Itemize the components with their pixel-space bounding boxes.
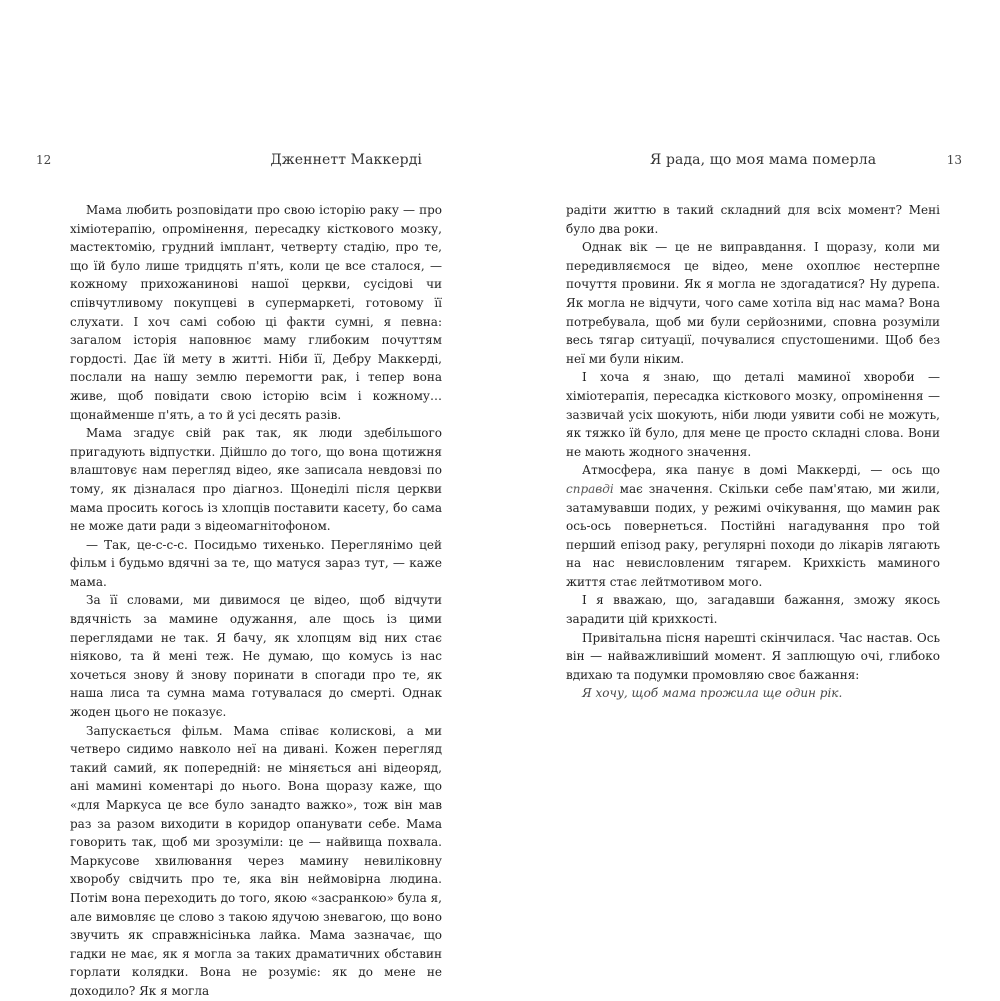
right-page — [500, 0, 1000, 1000]
paragraph: Запускається фільм. Мама співає колискові, а ми четверо сидимо навколо неї на дивані. Кожен перегляд такий самий, як попередній: не міняється ані відеоряд, ані мамині коментарі до нього. Вона щоразу каже, що «для Маркуса це все було занадто важко», тож він мав раз за разом виходити в коридор опанувати себе. Мама говорить так, щоб ми зрозуміли: це — найвища похвала. Маркусове хвилювання через мамину невиліковну хворобу свідчить про те, яка він неймовірна людина. Потім вона переходить до того, якою «засранкою» була я, але вимовляє це слово з такою ядучою зневагою, що воно звучить як справжнісінька лайка. Мама зазначає, що гадки не має, як я могла за таких драматичних обставин горлати колядки. Вона не розуміє: як до мене не доходило? Як я могла — [70, 723, 442, 998]
paragraph — [566, 461, 940, 591]
emphasis-text: справді — [566, 481, 614, 496]
paragraph: За її словами, ми дивимося це відео, щоб відчути вдячність за мамине одужання, але щось із цими переглядами не так. Я бачу, як хлопцям від них стає ніяково, та й мені теж. Не думаю, що комусь із нас хочеться знову й знову поринати в спогади про те, як наша лиса та сумна мама готувалася до смерті. Однак жоден цього не показує. — [70, 593, 442, 720]
right-page-header — [650, 152, 962, 172]
paragraph: Мама згадує свій рак так, як люди здебільшого пригадують відпустки. Дійшло до того, що вона щотижня влаштовує нам перегляд відео, яке записала невдовзі по тому, як дізналася про діагноз. Щонеділі після церкви мама просить когось із хлопців поставити касету, бо сама не може дати ради з відеомагнітофоном. — [70, 426, 442, 534]
paragraph: Однак вік — це не виправдання. І щоразу, коли ми передивляємося це відео, мене охоплює нестерпне почуття провини. Як я могла не здогадатися? Ну дурепа. Як могла не відчути, чого саме хотіла від нас мама? Вона потребувала, щоб ми були серйозними, сповна розуміли весь тягар ситуації, почувалися спустошеними. Щоб без неї ми були ніким. — [566, 240, 940, 366]
paragraph-text: має значення. Скільки себе пам'ятаю, ми жили, затамувавши подих, у режимі очікування, що мамин рак ось-ось повернеться. Постійні нагадування про той перший епізод раку, регулярні походи до лікарів лягають на нас невисловленим тягарем. Крихкість маминого життя стає лейтмотивом мого. — [566, 481, 940, 589]
left-page-header — [36, 152, 422, 172]
running-title-author: Дженнетт Маккерді — [270, 152, 422, 168]
running-title-book: Я рада, що моя мама померла — [650, 152, 877, 168]
paragraph-text: Атмосфера, яка панує в домі Маккерді, — ось що — [582, 463, 940, 478]
italic-wish-line: Я хочу, щоб мама прожила ще один рік. — [582, 686, 843, 701]
page-number-right: 13 — [946, 153, 962, 167]
paragraph: І хоча я знаю, що деталі маминої хвороби — хіміотерапія, пересадка кісткового мозку, опромінення — зазвичай усіх шокують, ніби люди уявити собі не можуть, як тяжко їй було, для мене це просто складні слова. Вони не мають жодного значення. — [566, 370, 940, 459]
paragraph: І я вважаю, що, загадавши бажання, зможу якось зарадити цій крихкості. — [566, 593, 940, 627]
left-page — [0, 0, 500, 1000]
right-page-body — [566, 201, 940, 703]
paragraph: Привітальна пісня нарешті скінчилася. Час настав. Ось він — найважливіший момент. Я заплющую очі, глибоко вдихаю та подумки промовляю своє бажання: — [566, 630, 940, 682]
paragraph: Мама любить розповідати про свою історію раку — про хіміотерапію, опромінення, пересадку кісткового мозку, мастектомію, грудний імплант, четверту стадію, про те, що їй було лише тридцять п'ять, коли це все сталося, — кожному прихожанинові нашої церкви, сусідові чи співчутливому покупцеві в супермаркеті, готовому її слухати. І хоч самі собою ці факти сумні, я певна: загалом історія наповнює маму глибоким почуттям гордості. Дає їй мету в житті. Ніби її, Дебру Маккерді, послали на нашу землю перемогти рак, і тепер вона живе, щоб повідати свою історію всім і кожному… щонайменше п'ять, а то й усі десять разів. — [70, 203, 442, 422]
paragraph: — Так, це-с-с-с. Посидьмо тихенько. Переглянімо цей фільм і будьмо вдячні за те, що матуся зараз тут, — каже мама. — [70, 537, 442, 589]
left-page-body — [70, 201, 442, 1001]
page-number-left: 12 — [36, 153, 52, 167]
paragraph-continued: радіти життю в такий складний для всіх момент? Мені було два роки. — [566, 203, 940, 236]
